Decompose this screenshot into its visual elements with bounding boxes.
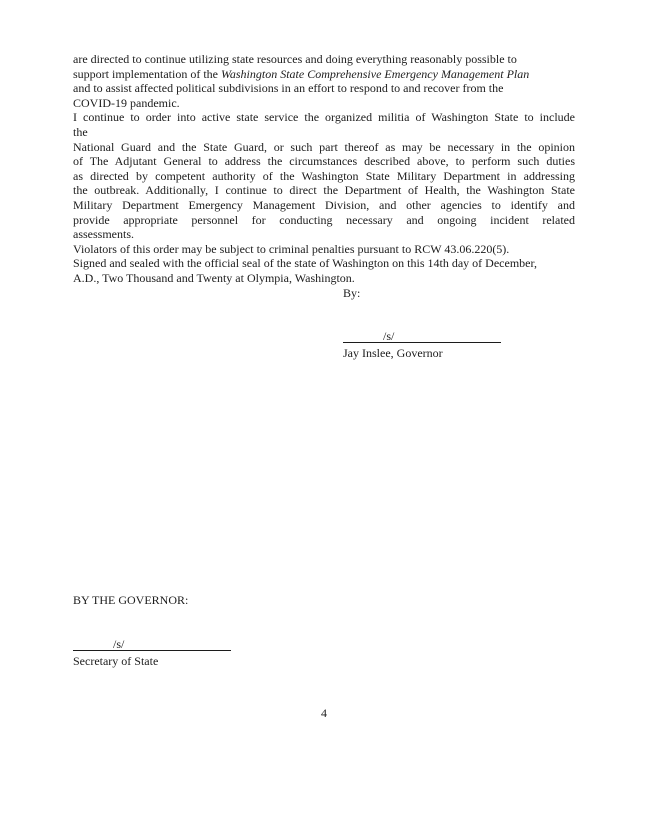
text-line: and to assist affected political subdivisions in an effort to respond to and recover from the: [73, 81, 504, 96]
text-line: I continue to order into active state service the organized militia of Washington State to include: [73, 110, 575, 125]
text-line: the outbreak. Additionally, I continue to direct the Department of Health, the Washington State: [73, 183, 575, 198]
text-line: Violators of this order may be subject to criminal penalties pursuant to RCW 43.06.220(5).: [73, 241, 510, 256]
text-line: of The Adjutant General to address the circumstances described above, to perform such duties: [73, 154, 575, 169]
text-line: [73, 67, 575, 82]
signature-s-mark: /s/: [113, 637, 125, 652]
secretary-signature-block: [73, 638, 575, 669]
text-line: the: [73, 124, 88, 139]
text-line: Signed and sealed with the official seal of the state of Washington on this 14th day of December,: [73, 256, 537, 271]
text-line: COVID-19 pandemic.: [73, 95, 180, 110]
by-label: By:: [343, 285, 361, 300]
text-line: provide appropriate personnel for conducting necessary and ongoing incident related: [73, 212, 575, 227]
secretary-signature-line: [73, 638, 231, 651]
paragraph-signed-sealed: [73, 256, 575, 285]
emergency-plan-title: Washington State Comprehensive Emergency Management Plan: [220, 66, 530, 81]
text-segment: support implementation of the: [73, 66, 221, 81]
page-number: 4: [321, 705, 327, 720]
signature-s-mark: /s/: [383, 329, 395, 344]
secretary-signature-name: Secretary of State: [73, 654, 159, 669]
governor-signature-name: Jay Inslee, Governor: [343, 346, 443, 361]
paragraph-state-resources: [73, 52, 575, 110]
text-line: National Guard and the State Guard, or such part thereof as may be necessary in the opinion: [73, 139, 575, 154]
governor-signature-line: [343, 330, 501, 343]
paragraph-militia-order: [73, 110, 575, 241]
text-line: assessments.: [73, 227, 134, 242]
by-the-governor-label: BY THE GOVERNOR:: [73, 592, 189, 607]
text-line: Military Department Emergency Management Division, and other agencies to identify and: [73, 197, 575, 212]
text-line: as directed by competent authority of the Washington State Military Department in addressing: [73, 168, 575, 183]
governor-signature-block: [343, 286, 575, 361]
text-line: A.D., Two Thousand and Twenty at Olympia, Washington.: [73, 270, 355, 285]
paragraph-violators: [73, 242, 575, 257]
text-line: are directed to continue utilizing state resources and doing everything reasonably possible to: [73, 52, 517, 66]
